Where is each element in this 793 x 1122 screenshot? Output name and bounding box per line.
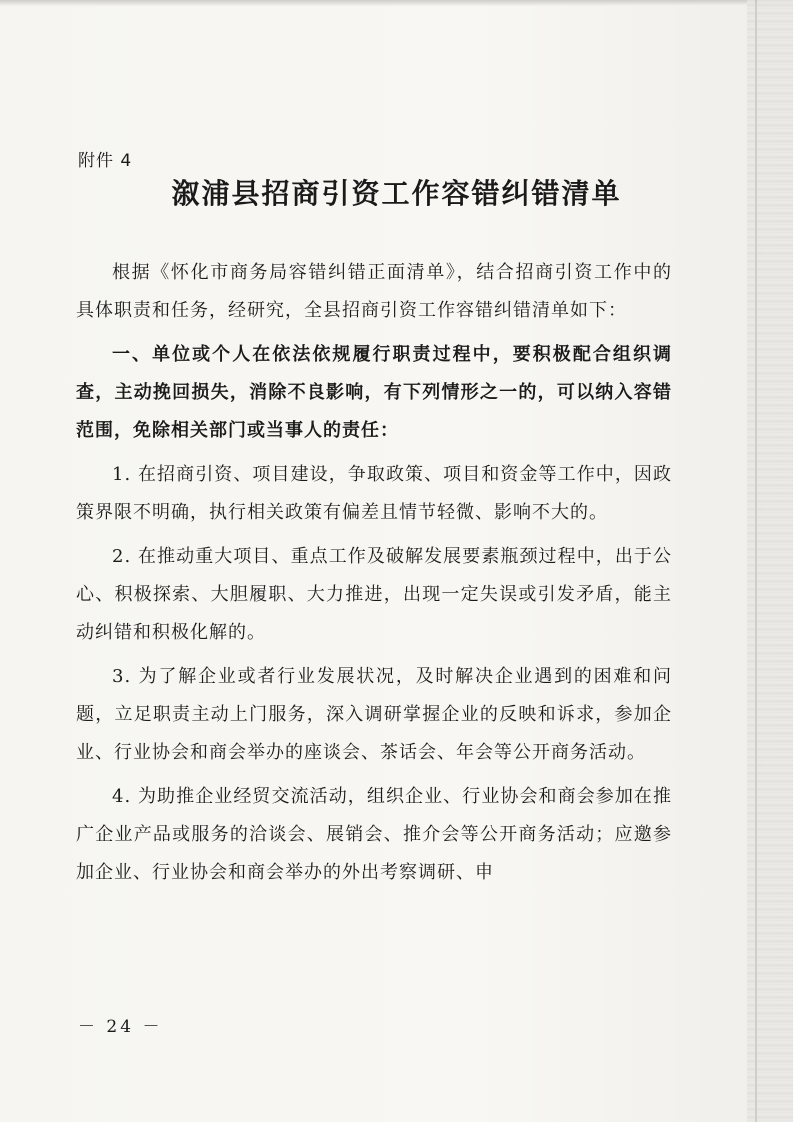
document-body — [76, 254, 672, 892]
scan-edge-right — [747, 0, 793, 1122]
scan-edge-top — [0, 0, 793, 6]
list-item-1: 1. 在招商引资、项目建设，争取政策、项目和资金等工作中，因政策界限不明确，执行相关政策有偏差且情节轻微、影响不大的。 — [76, 464, 672, 523]
page-number: － 24 － — [78, 1017, 163, 1037]
document-title: 溆浦县招商引资工作容错纠错清单 — [171, 177, 622, 210]
list-item-2: 2. 在推动重大项目、重点工作及破解发展要素瓶颈过程中，出于公心、积极探索、大胆履职、大力推进，出现一定失误或引发矛盾，能主动纠错和积极化解的。 — [76, 546, 672, 643]
attachment-label: 附件 4 — [78, 151, 133, 171]
list-item-3: 3. 为了解企业或者行业发展状况，及时解决企业遇到的困难和问题，立足职责主动上门服务，深入调研掌握企业的反映和诉求，参加企业、行业协会和商会举办的座谈会、茶话会、年会等公开商务活动。 — [76, 666, 672, 763]
list-item-4: 4. 为助推企业经贸交流活动，组织企业、行业协会和商会参加在推广企业产品或服务的洽谈会、展销会、推介会等公开商务活动；应邀参加企业、行业协会和商会举办的外出考察调研、申 — [76, 786, 672, 883]
section-heading-1: 一、单位或个人在依法依规履行职责过程中，要积极配合组织调查，主动挽回损失，消除不良影响，有下列情形之一的，可以纳入容错范围，免除相关部门或当事人的责任： — [76, 344, 672, 441]
intro-paragraph: 根据《怀化市商务局容错纠错正面清单》，结合招商引资工作中的具体职责和任务，经研究，全县招商引资工作容错纠错清单如下： — [76, 262, 672, 321]
